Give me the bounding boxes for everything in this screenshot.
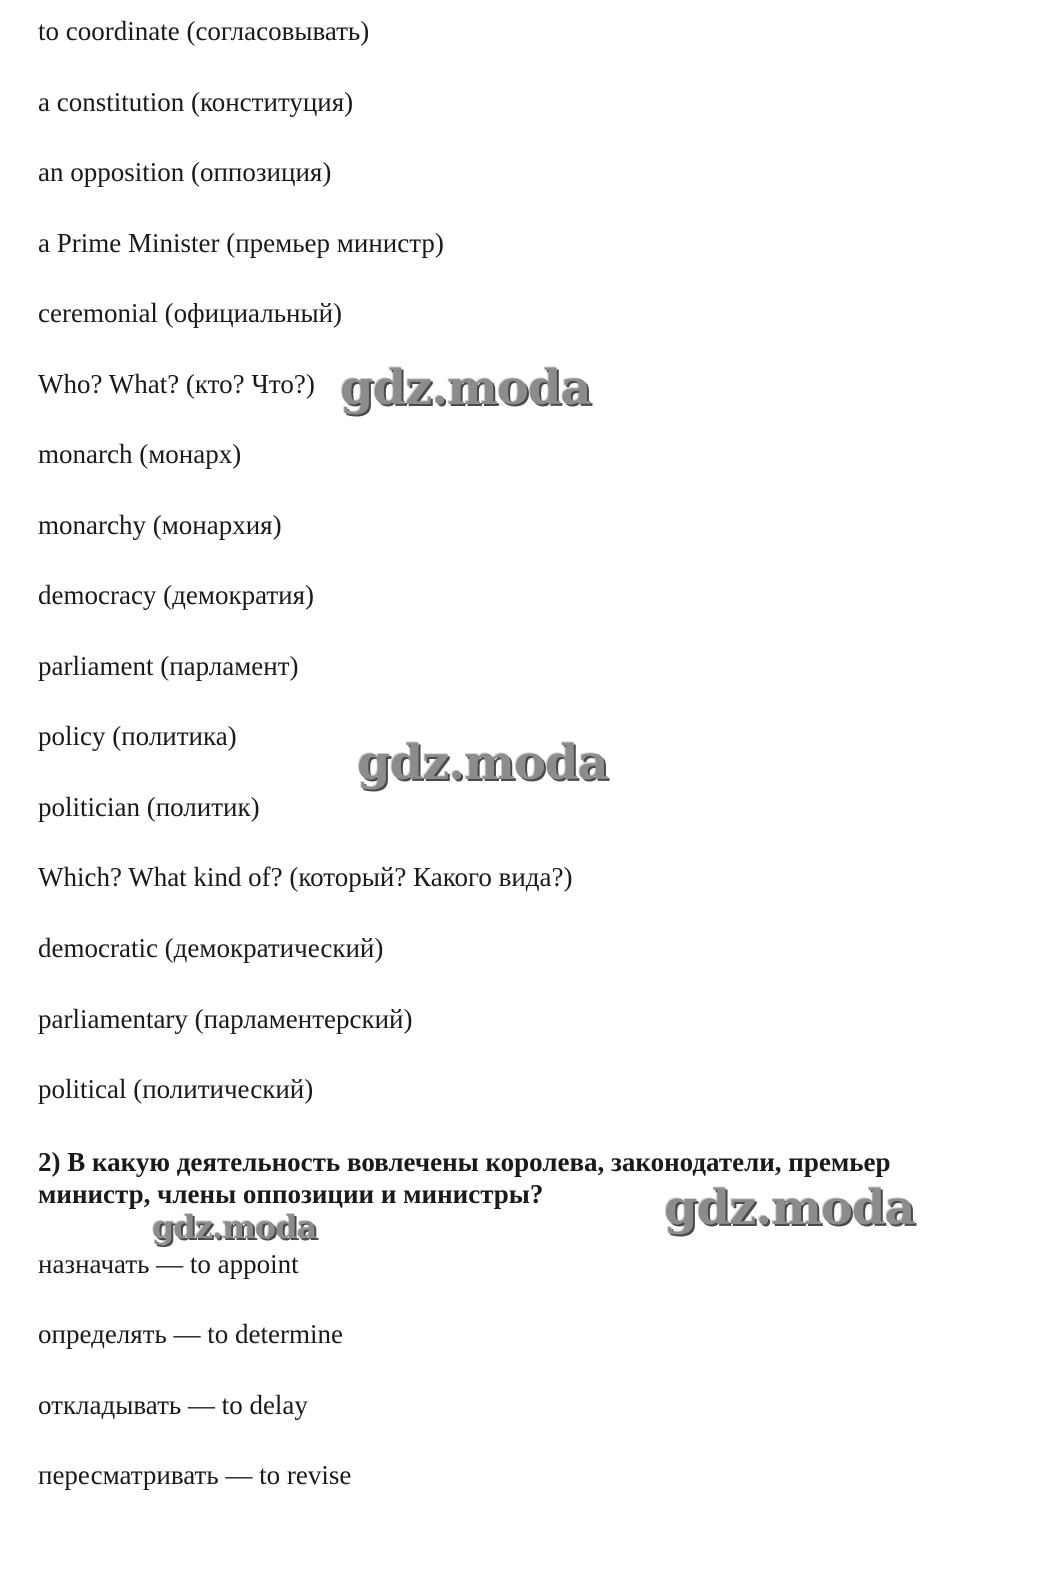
question-line: Which? What kind of? (который? Какого вида?) — [38, 862, 573, 892]
translation-line: откладывать — to delay — [38, 1390, 308, 1420]
vocab-line: ceremonial (официальный) — [38, 298, 343, 328]
translation-line: пересматривать — to revise — [38, 1460, 352, 1490]
vocab-line: parliamentary (парламентерский) — [38, 1004, 413, 1034]
vocab-line: democratic (демократический) — [38, 933, 384, 963]
translation-line: назначать — to appoint — [38, 1249, 299, 1279]
vocab-line: to coordinate (согласовывать) — [38, 16, 370, 46]
vocab-line: a constitution (конституция) — [38, 87, 354, 117]
watermark: gdz.moda — [664, 1180, 915, 1236]
vocab-line: democracy (демократия) — [38, 580, 315, 610]
vocab-line: an opposition (оппозиция) — [38, 157, 332, 187]
vocab-line: parliament (парламент) — [38, 651, 299, 681]
watermark: gdz.moda — [357, 735, 608, 791]
section-heading: 2) В какую деятельность вовлечены королева, законодатели, премьер министр, члены оппозиции и министры? — [38, 1147, 891, 1209]
translation-line: определять — to determine — [38, 1319, 344, 1349]
watermark: gdz.moda — [152, 1208, 317, 1246]
vocab-line: monarchy (монархия) — [38, 510, 282, 540]
vocab-line: policy (политика) — [38, 721, 237, 751]
vocab-line: politician (политик) — [38, 792, 260, 822]
vocab-line: monarch (монарх) — [38, 439, 242, 469]
vocab-line: political (политический) — [38, 1074, 314, 1104]
question-line: Who? What? (кто? Что?) — [38, 369, 315, 399]
vocab-line: a Prime Minister (премьер министр) — [38, 228, 444, 258]
watermark: gdz.moda — [340, 360, 591, 416]
